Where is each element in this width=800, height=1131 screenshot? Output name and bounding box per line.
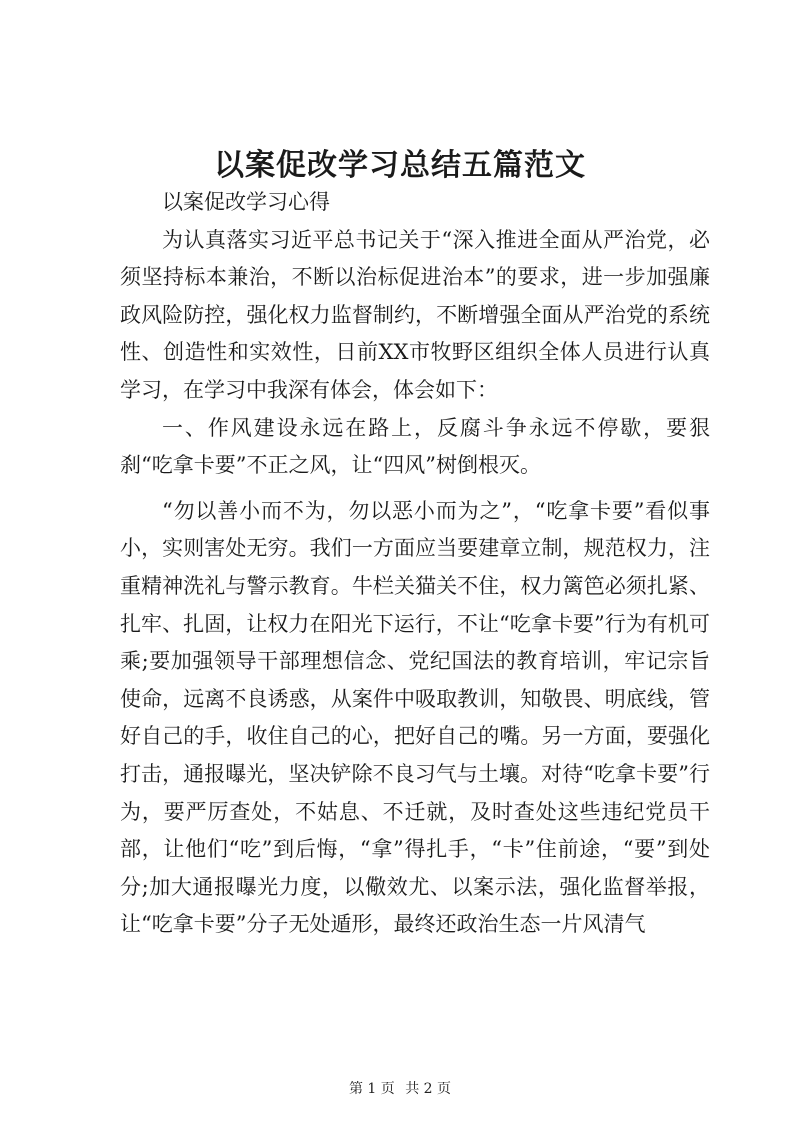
- document-body: [120, 184, 710, 944]
- subtitle-paragraph: 以案促改学习心得: [162, 190, 330, 214]
- page-title: 以案促改学习总结五篇范文: [214, 148, 586, 183]
- page-number: 第 1 页: [348, 1081, 395, 1097]
- body-paragraph: “勿以善小而不为，勿以恶小而为之”，“吃拿卡要”看似事小，实则害处无穷。我们一方面应当要建章立制，规范权力，注重精神洗礼与警示教育。牛栏关猫关不住，权力篱笆必须扎紧、扎牢、扎固，让权力在阳光下运行，不让“吃拿卡要”行为有机可乘;要加强领导干部理想信念、党纪国法的教育培训，牢记宗旨使命，远离不良诱惑，从案件中吸取教训，知敬畏、明底线，管好自己的手，收住自己的心，把好自己的嘴。另一方面，要强化打击，通报曝光，坚决铲除不良习气与土壤。对待“吃拿卡要”行为，要严厉查处，不姑息、不迁就，及时查处这些违纪党员干部，让他们“吃”到后悔，“拿”得扎手，“卡”住前途，“要”到处分;加大通报曝光力度，以儆效尤、以案示法，强化监督举报，让“吃拿卡要”分子无处遁形，最终还政治生态一片风清气: [120, 498, 710, 937]
- page-footer: [0, 1078, 800, 1098]
- body-paragraph: 一、作风建设永远在路上，反腐斗争永远不停歇，要狠刹“吃拿卡要”不正之风，让“四风”树倒根灭。: [120, 415, 710, 478]
- body-paragraph: 为认真落实习近平总书记关于“深入推进全面从严治党，必须坚持标本兼治，不断以治标促进治本”的要求，进一步加强廉政风险防控，强化权力监督制约，不断增强全面从严治党的系统性、创造性和实效性，日前XX市牧野区组织全体人员进行认真学习，在学习中我深有体会，体会如下：: [120, 227, 710, 402]
- total-pages: 共 2 页: [405, 1081, 452, 1097]
